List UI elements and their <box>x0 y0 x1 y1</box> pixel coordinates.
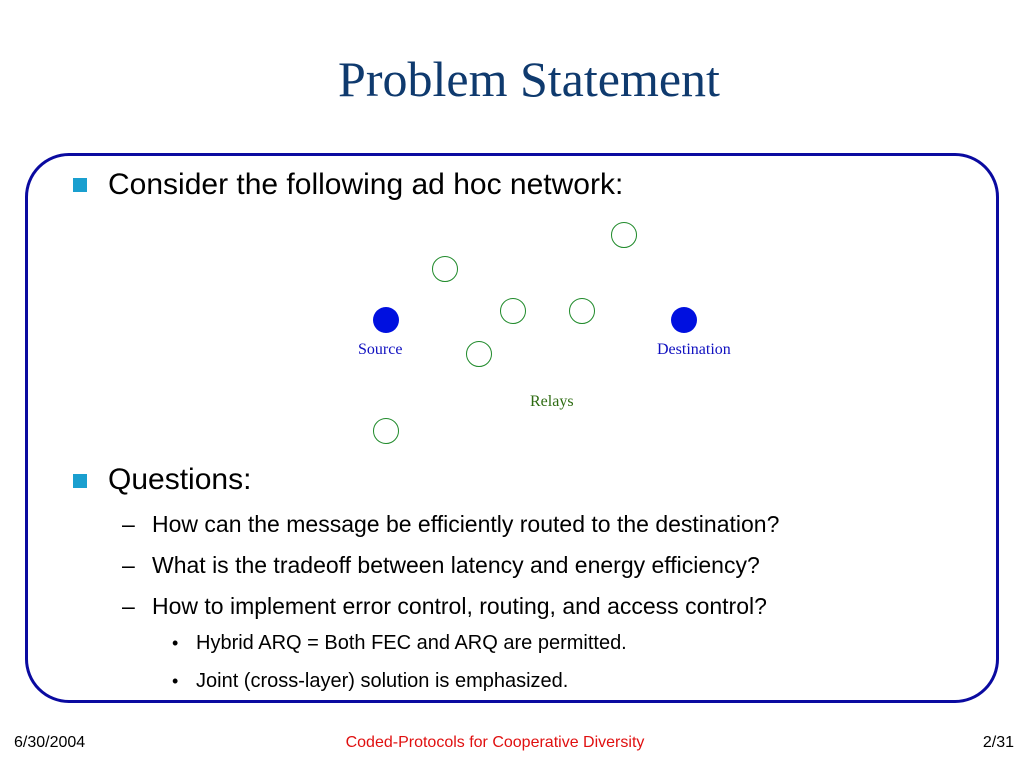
footer-date: 6/30/2004 <box>14 734 86 751</box>
dash-marker: – <box>122 593 135 619</box>
source-label: Source <box>358 341 403 358</box>
destination-node <box>671 307 697 333</box>
question-item: How can the message be efficiently routed to the destination? <box>152 511 780 537</box>
footer-title: Coded-Protocols for Cooperative Diversity <box>345 734 645 751</box>
source-node <box>373 307 399 333</box>
relay-node <box>466 341 492 367</box>
square-bullet-icon <box>73 178 87 192</box>
relays-label: Relays <box>530 393 574 410</box>
relay-node <box>569 298 595 324</box>
relay-node <box>500 298 526 324</box>
relay-node <box>432 256 458 282</box>
slide-title: Problem Statement <box>338 51 720 107</box>
sub-point: Hybrid ARQ = Both FEC and ARQ are permitted. <box>196 632 627 654</box>
destination-label: Destination <box>657 341 731 358</box>
question-item: What is the tradeoff between latency and energy efficiency? <box>152 552 760 578</box>
footer-page-number: 2/31 <box>982 734 1014 751</box>
dot-marker: • <box>172 671 179 691</box>
dash-marker: – <box>122 552 135 578</box>
relay-node <box>611 222 637 248</box>
sub-point: Joint (cross-layer) solution is emphasized. <box>196 670 569 692</box>
dash-marker: – <box>122 511 135 537</box>
question-item: How to implement error control, routing, and access control? <box>152 593 767 619</box>
square-bullet-icon <box>73 474 87 488</box>
bullet-questions: Questions: <box>108 463 252 496</box>
bullet-consider: Consider the following ad hoc network: <box>108 168 624 201</box>
dot-marker: • <box>172 633 179 653</box>
relay-node <box>373 418 399 444</box>
